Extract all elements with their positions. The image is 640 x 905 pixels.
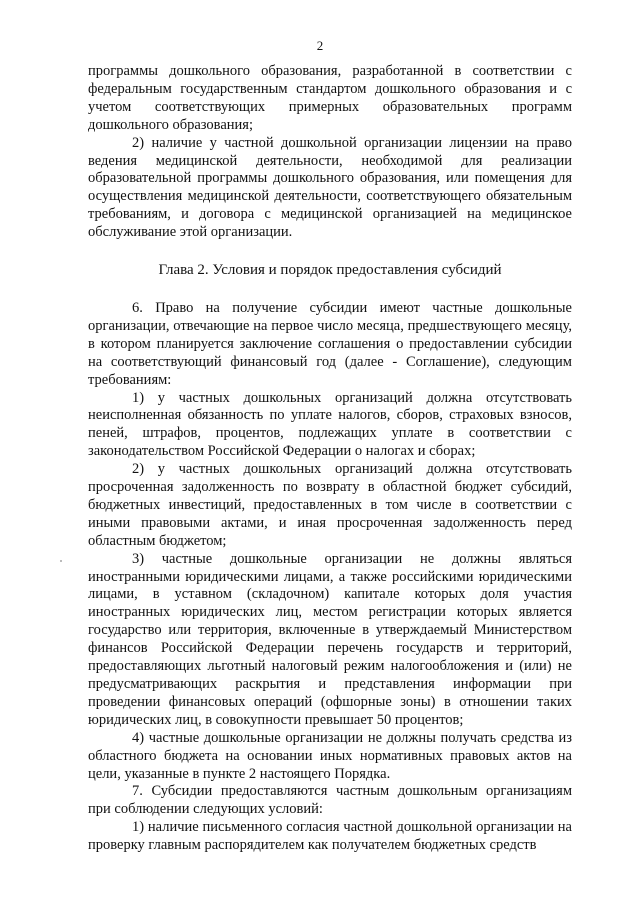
chapter-heading: Глава 2. Условия и порядок предоставления субсидий — [158, 262, 502, 279]
paragraph-6-item-1: 1) у частных дошкольных организаций должна отсутствовать неисполненная обязанность по уплате налогов, сборов, страховых взносов, пеней, штрафов, процентов, подлежащих уплате в соответствии с законодательством Российской Федерации о налогах и сборах; — [88, 389, 572, 460]
paragraph-7: 7. Субсидии предоставляются частным дошкольным организациям при соблюдении следующих условий: — [88, 783, 572, 818]
paragraph-6-item-3: 3) частные дошкольные организации не должны являться иностранными юридическими лицами, а также российскими юридическими лицами, в уставном (складочном) капитале которых доля участия иностранных юридических лиц, местом регистрации которых является государство или территория, включенные в утверждаемый Министерством финансов Российской Федерации перечень государств и территорий, предоставляющих льготный налоговый режим налогообложения и (или) не предусматривающих раскрытия и представления информации при проведении финансовых операций (офшорные зоны) в отношении таких юридических лиц, в совокупности превышает 50 процентов; — [88, 550, 572, 728]
paragraph-6-item-4: 4) частные дошкольные организации не должны получать средства из областного бюджета на основании иных нормативных правовых актов на цели, указанные в пункте 2 настоящего Порядка. — [88, 729, 572, 782]
paragraph-6: 6. Право на получение субсидии имеют частные дошкольные организации, отвечающие на первое число месяца, предшествующего месяцу, в котором планируется заключение соглашения о предоставлении субсидии на соответствующий финансовый год (далее - Соглашение), следующим требованиям: — [88, 299, 572, 388]
paragraph-6-item-2: 2) у частных дошкольных организаций должна отсутствовать просроченная задолженность по возврату в областной бюджет субсидий, бюджетных инвестиций, предоставленных в том числе в соответствии с иными правовыми актами, и иная просроченная задолженность перед областным бюджетом; — [88, 461, 572, 549]
margin-dot — [60, 560, 62, 562]
paragraph-continuation: программы дошкольного образования, разработанной в соответствии с федеральным государственным стандартом дошкольного образования и с учетом соответствующих примерных образовательных программ дошкольного образования; — [88, 63, 572, 133]
page-number: 2 — [316, 38, 324, 53]
paragraph-item-2-license: 2) наличие у частной дошкольной организации лицензии на право ведения медицинской деятельности, необходимой для реализации образовательной программы дошкольного образования, или помещения для осуществления медицинской деятельности, соответствующего обязательным требованиям, и договора с медицинской организацией на медицинское обслуживание этой организации. — [88, 134, 572, 241]
paragraph-7-item-1: 1) наличие письменного согласия частной дошкольной организации на проверку главным распорядителем как получателем бюджетных средств — [88, 819, 572, 854]
document-body — [88, 63, 572, 855]
